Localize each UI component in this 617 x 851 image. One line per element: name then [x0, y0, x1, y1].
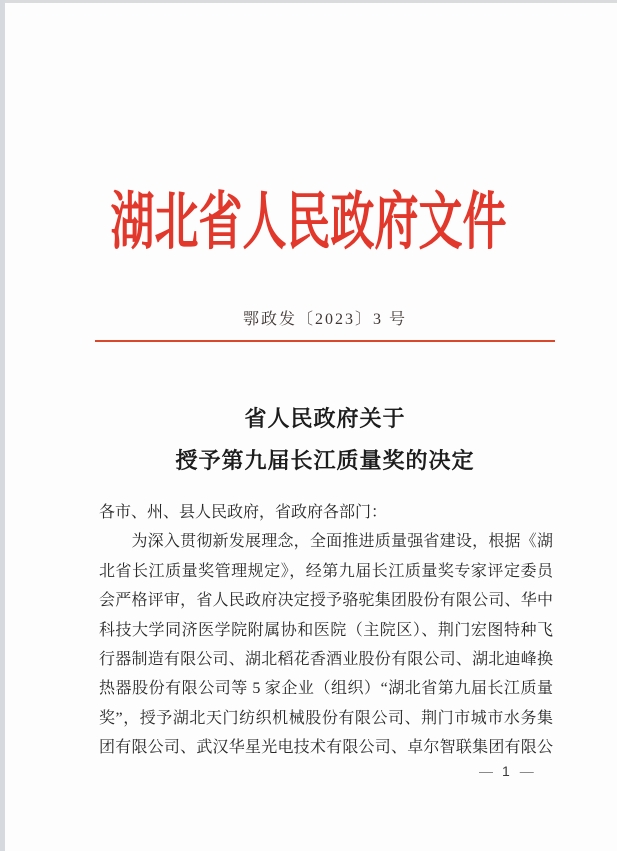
scan-edge-left: [0, 0, 5, 851]
body-line: 热器股份有限公司等 5 家企业（组织）“湖北省第九届长江质量: [99, 680, 553, 698]
page-number: [479, 763, 533, 779]
scan-edge-top: [0, 0, 617, 3]
body-line: 会严格评审，省人民政府决定授予骆驼集团股份有限公司、华中: [99, 592, 553, 610]
body-paragraph: [99, 498, 553, 763]
document-title-line-1: 省人民政府关于: [244, 406, 406, 431]
red-separator-line: [95, 340, 555, 342]
red-header-title: 湖北省人民政府文件: [110, 187, 507, 258]
page-number-right-dash: —: [519, 763, 533, 779]
document-number: 鄂政发〔2023〕3 号: [242, 311, 407, 328]
document-title-line-2: 授予第九届长江质量奖的决定: [175, 448, 475, 473]
body-line-salutation: 各市、州、县人民政府，省政府各部门：: [99, 504, 388, 521]
page-number-value: 1: [502, 763, 510, 779]
page-number-left-dash: —: [479, 763, 492, 779]
red-header-banner: [0, 187, 617, 258]
body-line: 为深入贯彻新发展理念，全面推进质量强省建设，根据《湖: [99, 533, 553, 551]
body-line: 团有限公司、武汉华星光电技术有限公司、卓尔智联集团有限公: [99, 739, 553, 757]
body-line: 奖”，授予湖北天门纺织机械股份有限公司、荆门市城市水务集: [99, 709, 553, 727]
body-line: 行器制造有限公司、湖北稻花香酒业股份有限公司、湖北迪峰换: [99, 651, 553, 669]
body-line: 北省长江质量奖管理规定》，经第九届长江质量奖专家评定委员: [99, 562, 553, 580]
body-line: 科技大学同济医学院附属协和医院（主院区）、荆门宏图特种飞: [99, 621, 553, 639]
